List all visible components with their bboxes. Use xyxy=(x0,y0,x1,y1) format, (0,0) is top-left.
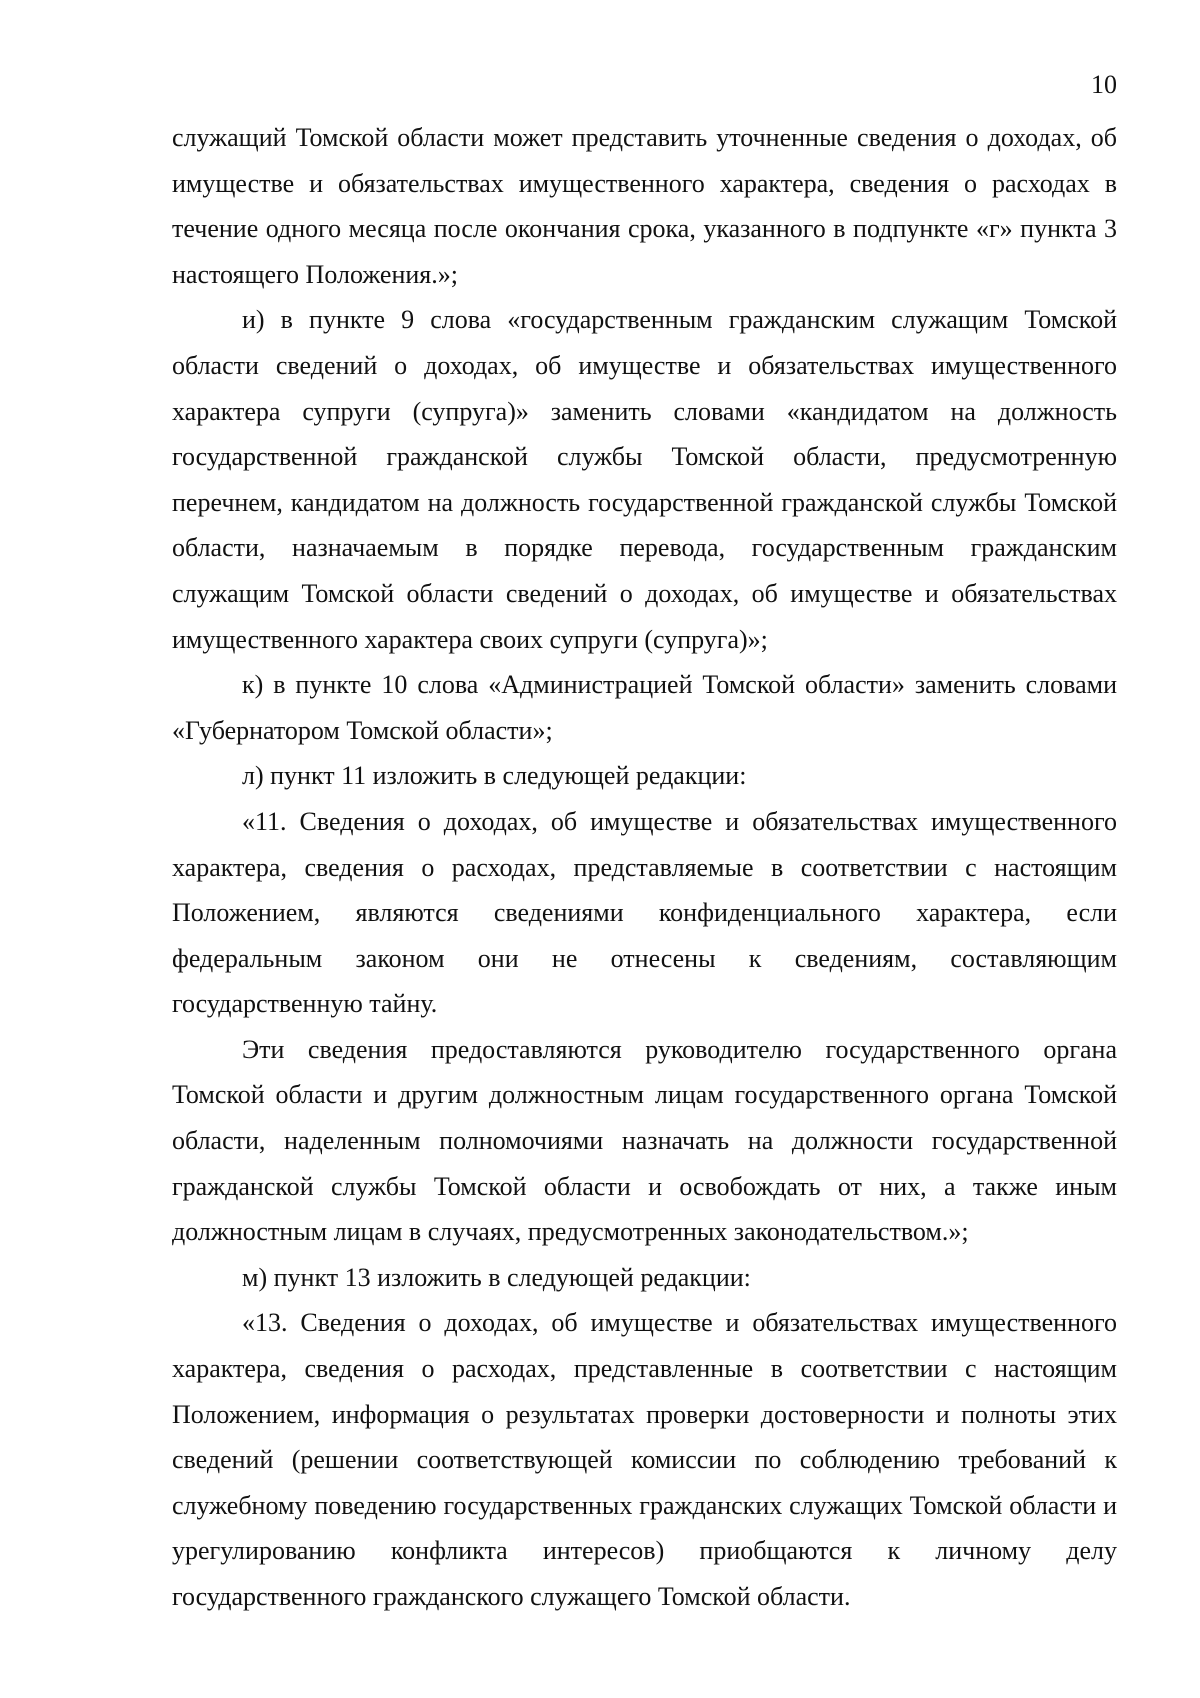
paragraph: служащий Томской области может представить уточненные сведения о доходах, об имуществе и обязательствах имущественного характера, сведения о расходах в течение одного месяца после окончания срока, указанного в подпункте «г» пункта 3 настоящего Положения.»; xyxy=(172,123,1117,289)
paragraph: «13. Сведения о доходах, об имуществе и обязательствах имущественного характера, сведения о расходах, представленные в соответствии с настоящим Положением, информация о результатах проверки достоверности и полноты этих сведений (решении соответствующей комиссии по соблюдению требований к служебному поведению государственных гражданских служащих Томской области и урегулированию конфликта интересов) приобщаются к личному делу государственного гражданского служащего Томской области. xyxy=(172,1308,1117,1611)
document-body xyxy=(172,115,1117,1620)
paragraph: к) в пункте 10 слова «Администрацией Томской области» заменить словами «Губернатором Томской области»; xyxy=(172,670,1117,745)
page-number: 10 xyxy=(1091,70,1117,99)
paragraph: м) пункт 13 изложить в следующей редакции: xyxy=(242,1262,751,1292)
paragraph: и) в пункте 9 слова «государственным гражданским служащим Томской области сведений о доходах, об имуществе и обязательствах имущественного характера супруги (супруга)» заменить словами «кандидатом на должность государственной гражданской службы Томской области, предусмотренную перечнем, кандидатом на должность государственной гражданской службы Томской области, назначаемым в порядке перевода, государственным гражданским служащим Томской области сведений о доходах, об имуществе и обязательствах имущественного характера своих супруги (супруга)»; xyxy=(172,305,1117,654)
paragraph: л) пункт 11 изложить в следующей редакции: xyxy=(242,761,747,791)
paragraph: «11. Сведения о доходах, об имуществе и обязательствах имущественного характера, сведения о расходах, представляемые в соответствии с настоящим Положением, являются сведениями конфиденциального характера, если федеральным законом они не отнесены к сведениям, составляющим государственную тайну. xyxy=(172,806,1117,1019)
paragraph: Эти сведения предоставляются руководителю государственного органа Томской области и другим должностным лицам государственного органа Томской области, наделенным полномочиями назначать на должности государственной гражданской службы Томской области и освобождать от них, а также иным должностным лицам в случаях, предусмотренных законодательством.»; xyxy=(172,1034,1117,1247)
